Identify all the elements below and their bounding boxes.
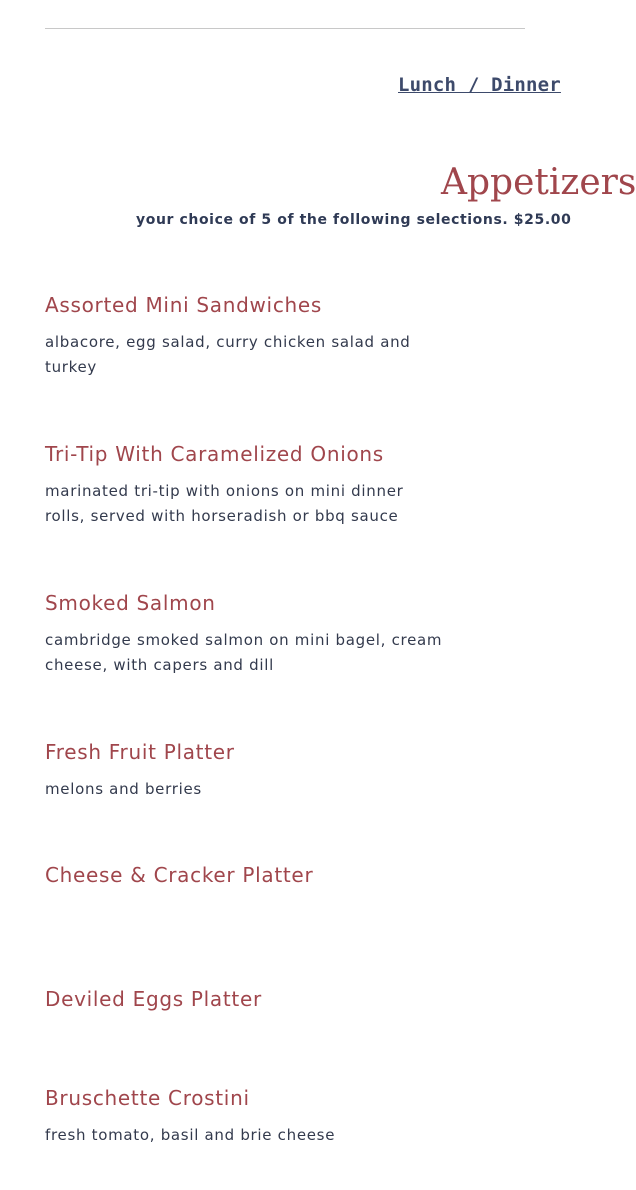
menu-item-name: Smoked Salmon <box>45 591 216 615</box>
section-subtitle: your choice of 5 of the following selections. $25.00 <box>136 212 572 228</box>
menu-item-name: Cheese & Cracker Platter <box>45 863 314 887</box>
menu-item-name: Assorted Mini Sandwiches <box>45 293 323 317</box>
lunch-dinner-menu-link[interactable]: Lunch / Dinner <box>398 74 561 96</box>
menu-item-name: Deviled Eggs Platter <box>45 987 262 1011</box>
top-divider <box>45 28 525 29</box>
menu-item-description: albacore, egg salad, curry chicken salad and turkey <box>45 333 411 376</box>
menu-item-description: fresh tomato, basil and brie cheese <box>45 1126 336 1144</box>
menu-item-description: melons and berries <box>45 780 202 798</box>
menu-item-description: marinated tri-tip with onions on mini dinner rolls, served with horseradish or bbq sauce <box>45 482 404 525</box>
menu-item-description: cambridge smoked salmon on mini bagel, cream cheese, with capers and dill <box>45 631 443 674</box>
menu-item-name: Fresh Fruit Platter <box>45 740 235 764</box>
menu-item-name: Bruschette Crostini <box>45 1086 250 1110</box>
menu-item-name: Tri-Tip With Caramelized Onions <box>45 442 384 466</box>
section-title: Appetizers <box>441 162 636 203</box>
